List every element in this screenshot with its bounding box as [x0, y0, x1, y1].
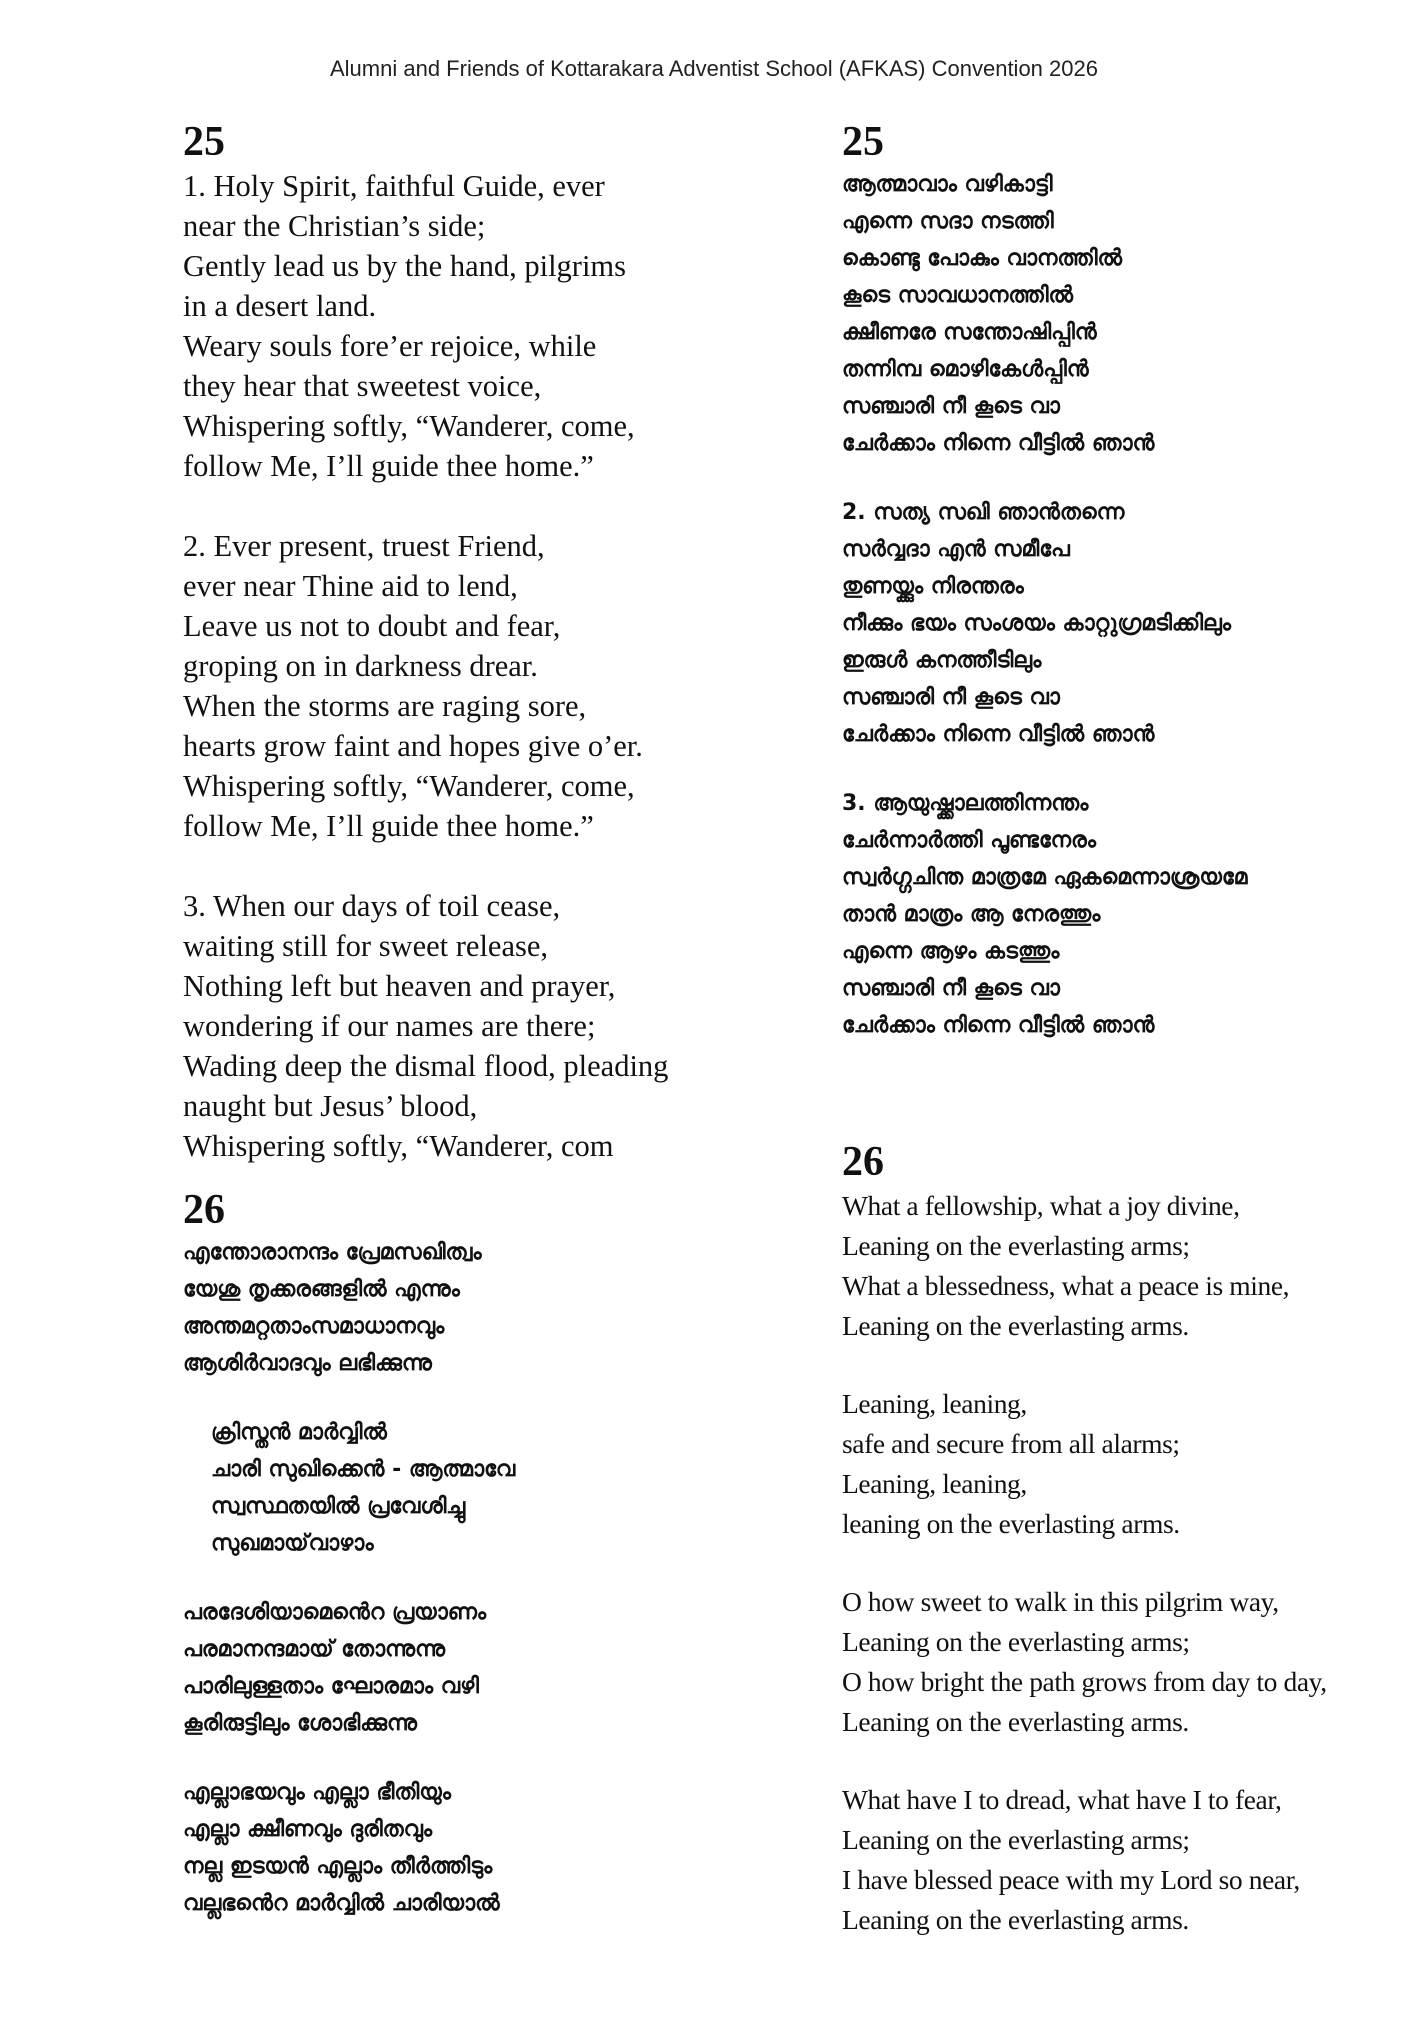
lyric-line: I have blessed peace with my Lord so near,: [842, 1864, 1300, 1895]
lyric-line: Leaning on the everlasting arms;: [842, 1824, 1190, 1855]
lyric-line: 3. ആയുഷ്ക്കാലത്തിന്നന്തം: [842, 791, 1089, 816]
lyric-line: ക്ഷീണരേ സന്തോഷിപ്പിൻ: [842, 320, 1097, 345]
hymn-number: 25: [183, 119, 225, 165]
lyric-line: അന്തമറ്റതാംസമാധാനവും: [183, 1314, 445, 1339]
lyric-line: Leaning on the everlasting arms;: [842, 1626, 1190, 1657]
lyric-line: naught but Jesus’ blood,: [183, 1089, 478, 1123]
lyric-line: 2. Ever present, truest Friend,: [183, 529, 545, 563]
lyric-line: 2. സത്യ സഖി ഞാൻതന്നെ: [842, 500, 1125, 525]
lyric-line: O how sweet to walk in this pilgrim way,: [842, 1586, 1279, 1617]
hymn-25-english: [183, 120, 743, 1166]
lyric-line: ഇരുൾ കനത്തീടിലും: [842, 648, 1042, 673]
lyric-line: What a fellowship, what a joy divine,: [842, 1190, 1240, 1221]
hymn-26-english: [842, 1140, 1402, 1940]
lyric-line: പരദേശിയാമെൻെറ പ്രയാണം: [183, 1600, 487, 1625]
stanza-2: [183, 1594, 743, 1742]
hymn-number: 25: [842, 119, 884, 165]
lyric-line: സ്വസ്ഥതയിൽ പ്രവേശിച്ചു: [211, 1494, 466, 1519]
lyric-line: എന്തോരാനന്ദം പ്രേമസഖിത്വം: [183, 1240, 482, 1265]
lyric-line: ചാരി സുഖിക്കെൻ - ആത്മാവേ: [211, 1457, 516, 1482]
stanza-1: [842, 166, 1402, 462]
lyric-line: Leaning on the everlasting arms.: [842, 1310, 1189, 1341]
stanza-3: [842, 785, 1402, 1044]
lyric-line: കൂടെ സാവധാനത്തിൽ: [842, 283, 1073, 308]
lyric-line: Weary souls fore’er rejoice, while: [183, 329, 597, 363]
hymn-number: 26: [183, 1187, 225, 1233]
left-column: [183, 120, 743, 1954]
lyric-line: സഞ്ചാരി നീ കൂടെ വാ: [842, 685, 1060, 710]
lyric-line: Wading deep the dismal flood, pleading: [183, 1049, 669, 1083]
lyric-line: O how bright the path grows from day to day,: [842, 1666, 1327, 1697]
lyric-line: കൂരിരുട്ടിലും ശോഭിക്കുന്നു: [183, 1711, 417, 1736]
lyric-line: near the Christian’s side;: [183, 209, 486, 243]
lyric-line: hearts grow faint and hopes give o’er.: [183, 729, 643, 763]
lyric-line: Leaning on the everlasting arms;: [842, 1230, 1190, 1261]
page-header: Alumni and Friends of Kottarakara Adventist School (AFKAS) Convention 2026: [330, 56, 1098, 81]
lyric-line: നല്ല ഇടയൻ എല്ലാം തീർത്തിടും: [183, 1854, 493, 1879]
lyric-line: Leaning on the everlasting arms.: [842, 1706, 1189, 1737]
lyric-line: Leaning on the everlasting arms.: [842, 1904, 1189, 1935]
lyric-line: സഞ്ചാരി നീ കൂടെ വാ: [842, 394, 1060, 419]
lyric-line: 3. When our days of toil cease,: [183, 889, 561, 923]
lyric-line: Leaning, leaning,: [842, 1388, 1027, 1419]
stanza-3: [183, 1774, 743, 1922]
lyric-line: ആത്മാവാം വഴികാട്ടി: [842, 172, 1053, 197]
lyric-line: എല്ലാഭയവും എല്ലാ ഭീതിയും: [183, 1780, 451, 1805]
lyric-line: Leaning, leaning,: [842, 1468, 1027, 1499]
refrain: [183, 1414, 743, 1562]
lyric-line: താൻ മാത്രം ആ നേരത്തും: [842, 902, 1101, 927]
lyric-line: leaning on the everlasting arms.: [842, 1508, 1180, 1539]
stanza-3: [183, 886, 743, 1166]
hymn-25-malayalam: [842, 120, 1402, 1044]
right-column: [842, 120, 1402, 1978]
stanza-2: [842, 494, 1402, 753]
lyric-line: in a desert land.: [183, 289, 377, 323]
lyric-line: സർവ്വദാ എൻ സമീപേ: [842, 537, 1070, 562]
lyric-line: പരമാനന്ദമായ് തോന്നുന്നു: [183, 1637, 446, 1662]
lyric-line: they hear that sweetest voice,: [183, 369, 542, 403]
lyric-line: ever near Thine aid to lend,: [183, 569, 518, 603]
lyric-line: groping on in darkness drear.: [183, 649, 538, 683]
spacer: [842, 1076, 1402, 1140]
lyric-line: സുഖമായ്‌വാഴാം: [211, 1531, 374, 1556]
hymn-26-malayalam: [183, 1188, 743, 1922]
lyric-line: Whispering softly, “Wanderer, com: [183, 1129, 614, 1163]
lyric-line: സ്വർഗ്ഗചിന്ത മാത്രമേ ഏകമെന്നാശ്രയമേ: [842, 865, 1248, 890]
lyric-line: എല്ലാ ക്ഷീണവും ദുരിതവും: [183, 1817, 433, 1842]
lyric-line: ആശിർവാദവും ലഭിക്കുന്നു: [183, 1351, 432, 1376]
hymn-number: 26: [842, 1139, 884, 1185]
stanza-1: [842, 1186, 1402, 1346]
lyric-line: യേശു തൃക്കരങ്ങളിൽ എന്നും: [183, 1277, 460, 1302]
lyric-line: ചേർക്കാം നിന്നെ വീട്ടിൽ ഞാൻ: [842, 722, 1155, 747]
lyric-line: പാരിലുള്ളതാം ഘോരമാം വഴി: [183, 1674, 479, 1699]
lyric-line: ചേർക്കാം നിന്നെ വീട്ടിൽ ഞാൻ: [842, 1013, 1155, 1038]
lyric-line: എന്നെ ആഴം കടത്തും: [842, 939, 1060, 964]
lyric-line: 1. Holy Spirit, faithful Guide, ever: [183, 169, 605, 203]
lyric-line: Leave us not to doubt and fear,: [183, 609, 561, 643]
lyric-line: When the storms are raging sore,: [183, 689, 587, 723]
refrain: [842, 1384, 1402, 1544]
stanza-3: [842, 1780, 1402, 1940]
stanza-1: [183, 166, 743, 486]
stanza-2: [183, 526, 743, 846]
lyric-line: waiting still for sweet release,: [183, 929, 549, 963]
lyric-line: തന്നിമ്പ മൊഴികേൾപ്പിൻ: [842, 357, 1089, 382]
lyric-line: Nothing left but heaven and prayer,: [183, 969, 616, 1003]
lyric-line: Whispering softly, “Wanderer, come,: [183, 409, 635, 443]
stanza-2: [842, 1582, 1402, 1742]
lyric-line: wondering if our names are there;: [183, 1009, 596, 1043]
lyric-line: ചേർക്കാം നിന്നെ വീട്ടിൽ ഞാൻ: [842, 431, 1155, 456]
lyric-line: നീക്കും ഭയം സംശയം കാറ്റുഗ്രമടിക്കിലും: [842, 611, 1231, 636]
lyric-line: എന്നെ സദാ നടത്തി: [842, 209, 1054, 234]
stanza-1: [183, 1234, 743, 1382]
lyric-line: follow Me, I’ll guide thee home.”: [183, 809, 594, 843]
lyric-line: വല്ലഭൻെറ മാർവ്വിൽ ചാരിയാൽ: [183, 1891, 500, 1916]
lyric-line: ക്രിസ്തൻ മാർവ്വിൽ: [211, 1420, 387, 1445]
lyric-line: കൊണ്ടു പോകും വാനത്തിൽ: [842, 246, 1122, 271]
lyric-line: safe and secure from all alarms;: [842, 1428, 1180, 1459]
lyric-line: ചേർന്നാർത്തി പൂണ്ടനേരം: [842, 828, 1096, 853]
lyric-line: Whispering softly, “Wanderer, come,: [183, 769, 635, 803]
lyric-line: What have I to dread, what have I to fear,: [842, 1784, 1282, 1815]
lyric-line: Gently lead us by the hand, pilgrims: [183, 249, 627, 283]
lyric-line: സഞ്ചാരി നീ കൂടെ വാ: [842, 976, 1060, 1001]
lyric-line: follow Me, I’ll guide thee home.”: [183, 449, 594, 483]
lyric-line: തുണയ്ക്കും നിരന്തരം: [842, 574, 1024, 599]
lyric-line: What a blessedness, what a peace is mine,: [842, 1270, 1290, 1301]
